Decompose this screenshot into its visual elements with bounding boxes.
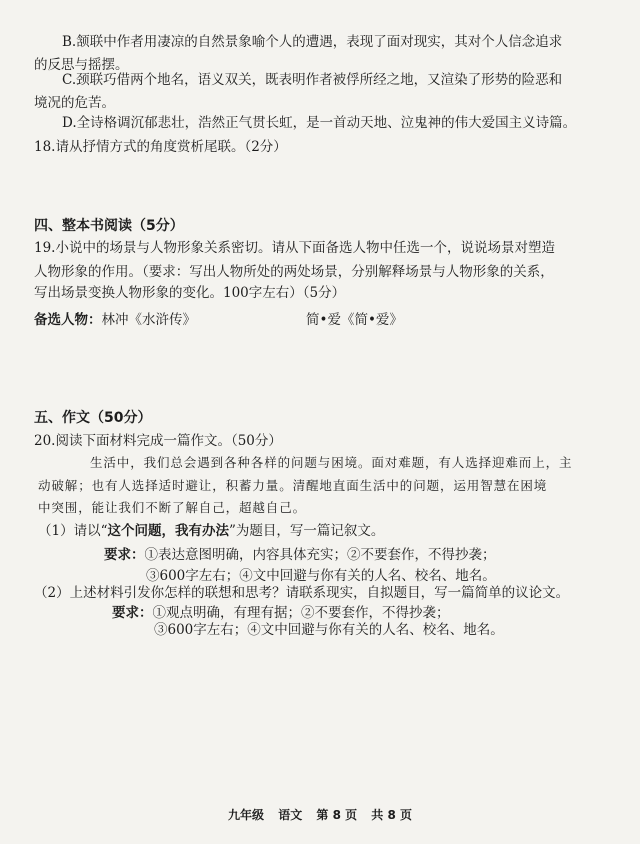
section-4-heading: 四、整本书阅读（5分） [34, 218, 184, 234]
candidates-label: 备选人物： [34, 312, 102, 328]
task-2-requirement-2: ③600字左右；④文中回避与你有关的人名、校名、地名。 [154, 622, 504, 638]
q17-option-c-line2: 境况的危苦。 [34, 95, 115, 111]
q17-option-b-line1: B.颔联中作者用凄凉的自然景象喻个人的遭遇，表现了面对现实，其对个人信念追求 [62, 34, 563, 50]
footer-grade: 九年级 [227, 808, 264, 822]
task-2-req-label: 要求： [112, 605, 153, 621]
task-2: （2）上述材料引发你怎样的联想和思考？请联系现实，自拟题目，写一篇简单的议论文。 [34, 585, 570, 601]
question-18: 18.请从抒情方式的角度赏析尾联。（2分） [34, 139, 287, 155]
material-line3: 中突围，能让我们不断了解自己，超越自己。 [38, 500, 307, 515]
task-1-req-1-text: ①表达意图明确，内容具体充实；②不要套作，不得抄袭； [144, 547, 496, 563]
task-2-req-1-text: ①观点明确，有理有据；②不要套作，不得抄袭； [152, 605, 450, 621]
candidate-jane-eyre: 简•爱《简•爱》 [306, 312, 403, 328]
question-19-line3: 写出场景变换人物形象的变化。100字左右）（5分） [34, 285, 346, 301]
q17-option-c-line1: C.颈联巧借两个地名，语义双关，既表明作者被俘所经之地，又渲染了形势的险恶和 [62, 72, 563, 88]
task-1 [38, 521, 384, 541]
candidate-lin-chong: 林冲《水浒传》 [101, 312, 196, 328]
task-1-requirement-1 [104, 545, 496, 565]
footer-subject: 语文 [278, 808, 303, 822]
task-1-title: 这个问题，我有办法 [107, 523, 229, 539]
task-1-req-label: 要求： [104, 547, 145, 563]
material-line1: 生活中，我们总会遇到各种各样的问题与困境。面对难题，有人选择迎难而上，主 [90, 455, 573, 470]
question-19-line2: 人物形象的作用。（要求：写出人物所处的两处场景，分别解释场景与人物形象的关系， [34, 264, 554, 280]
task-1-suffix: ”为题目，写一篇记叙文。 [229, 523, 385, 539]
q17-option-d: D.全诗格调沉郁悲壮，浩然正气贯长虹，是一首动天地、泣鬼神的伟大爱国主义诗篇。 [62, 115, 577, 131]
footer-total-pages: 共 8 页 [371, 808, 413, 822]
material-line2: 动破解；也有人选择适时避让，积蓄力量。清醒地直面生活中的问题，运用智慧在困境 [38, 478, 548, 493]
question-19-line1: 19.小说中的场景与人物形象关系密切。请从下面备选人物中任选一个，说说场景对塑造 [34, 240, 555, 256]
footer-page-number: 第 8 页 [316, 808, 358, 822]
q17-option-b-line2: 的反思与摇摆。 [34, 57, 129, 73]
task-1-requirement-2: ③600字左右；④文中回避与你有关的人名、校名、地名。 [146, 568, 496, 584]
candidates-row [34, 310, 196, 330]
task-1-prefix: （1）请以“ [38, 523, 108, 539]
section-5-heading: 五、作文（50分） [34, 410, 152, 426]
page-footer [0, 806, 640, 823]
question-20: 20.阅读下面材料完成一篇作文。（50分） [34, 433, 282, 449]
